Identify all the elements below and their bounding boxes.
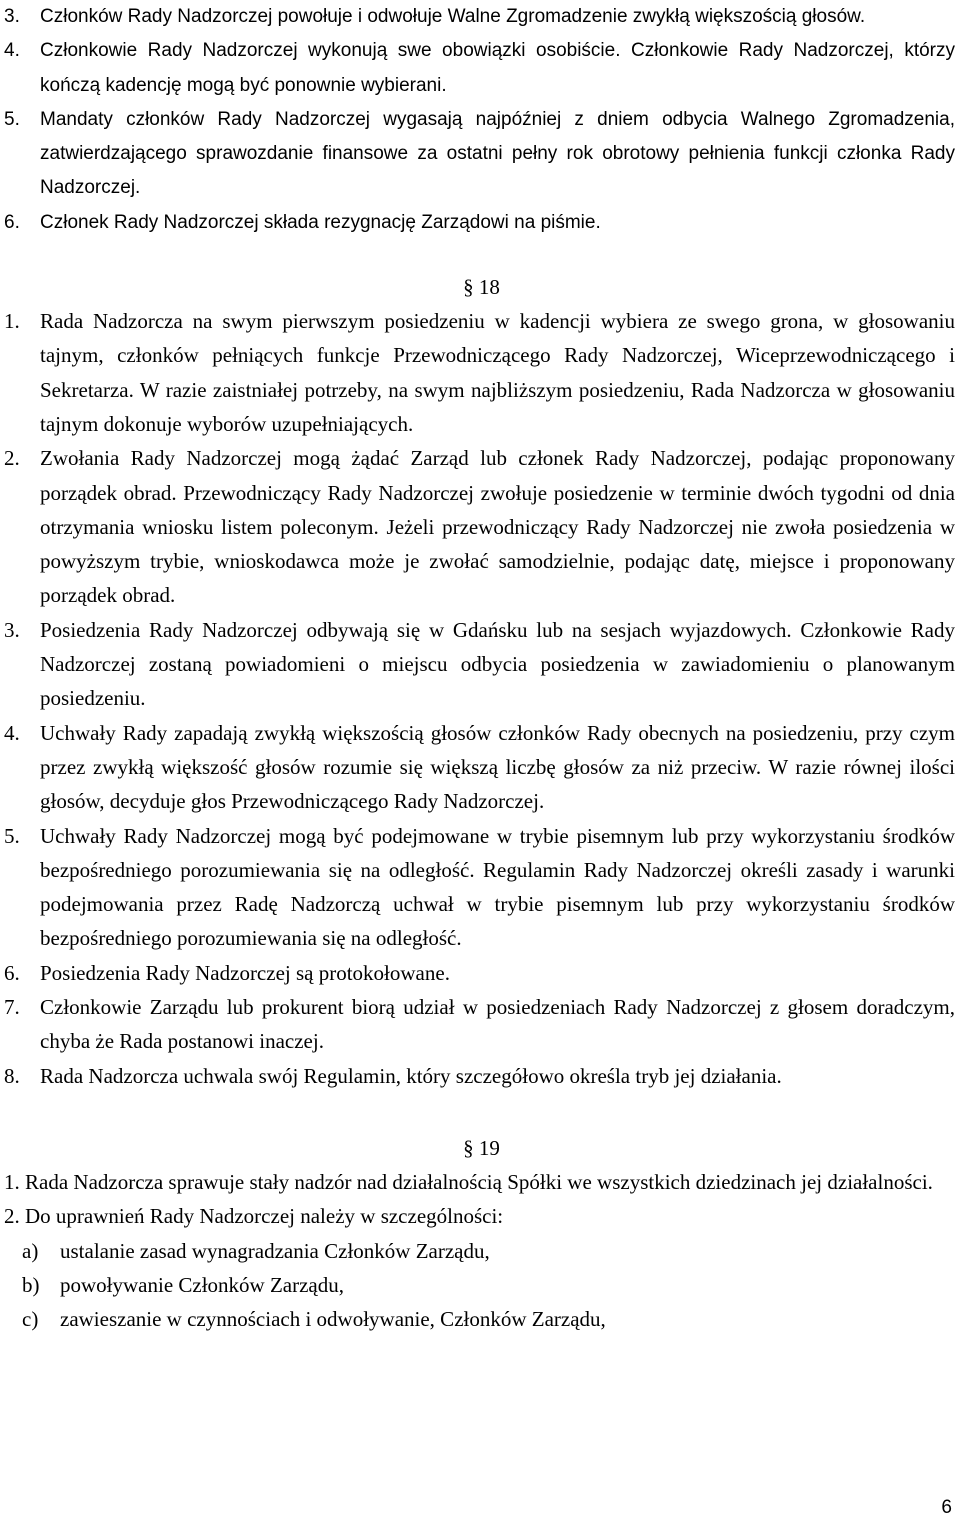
item-text: Członków Rady Nadzorczej powołuje i odwołuje Walne Zgromadzenie zwykłą większością głosów. — [40, 6, 866, 27]
item-number: 8. — [4, 1063, 20, 1088]
sub-list-item — [4, 1268, 955, 1302]
list-item — [4, 103, 955, 206]
item-number: 2. — [4, 446, 20, 471]
item-number: 5. — [4, 108, 20, 130]
sub-item-text: ustalanie zasad wynagradzania Członków Zarządu, — [60, 1238, 490, 1263]
item-text: Rada Nadzorcza uchwala swój Regulamin, który szczegółowo określa tryb jej działania. — [40, 1063, 782, 1088]
list-item — [4, 716, 955, 819]
item-text: Posiedzenia Rady Nadzorczej są protokołowane. — [40, 960, 450, 985]
list-item — [4, 819, 955, 956]
item-number: 7. — [4, 995, 20, 1020]
page-number: 6 — [941, 1497, 952, 1518]
paragraph: 1. Rada Nadzorcza sprawuje stały nadzór nad działalnością Spółki we wszystkich dziedzinach jej działalności. — [4, 1169, 933, 1194]
list-item — [4, 34, 955, 103]
document-content — [4, 0, 955, 1336]
spacer — [4, 240, 955, 270]
item-number: 6. — [4, 960, 20, 985]
item-number: 3. — [4, 6, 20, 27]
sub-item-text: powoływanie Członków Zarządu, — [60, 1272, 345, 1297]
item-text: Uchwały Rady zapadają zwykłą większością głosów członków Rady obecnych na posiedzeniu, przy czym przez zwykłą większość głosów rozumie się większą liczbę głosów za niż przeciw. W razie równej ilości głosów, decyduje głos Przewodniczącego Rady Nadzorczej. — [40, 720, 955, 814]
item-text: Rada Nadzorcza na swym pierwszym posiedzeniu w kadencji wybiera ze swego grona, w głosowaniu tajnym, członków pełniących funkcje Przewodniczącego Rady Nadzorczej, Wiceprzewodniczącego i Sekretarza. W razie zaistniałej potrzeby, na swym najbliższym posiedzeniu, Rada Nadzorcza w głosowaniu tajnym dokonuje wyborów uzupełniających. — [40, 309, 955, 436]
sub-list-item — [4, 1234, 955, 1268]
sub-item-letter: a) — [22, 1238, 39, 1263]
item-text: Posiedzenia Rady Nadzorczej odbywają się w Gdańsku lub na sesjach wyjazdowych. Członkowie Rady Nadzorczej zostaną powiadomieni o miejscu odbycia posiedzenia w zawiadomieniu o planowanym posiedzeniu. — [40, 617, 955, 711]
sub-list-item — [4, 1302, 955, 1336]
list-item — [4, 956, 955, 990]
sub-item-letter: b) — [22, 1272, 40, 1297]
item-number: 4. — [4, 720, 20, 745]
item-number: 6. — [4, 211, 20, 233]
sub-item-text: zawieszanie w czynnościach i odwoływanie, Członków Zarządu, — [60, 1307, 606, 1332]
list-item — [4, 990, 955, 1059]
list-item — [4, 441, 955, 612]
item-number: 3. — [4, 617, 20, 642]
item-text: Członkowie Rady Nadzorczej wykonują swe obowiązki osobiście. Członkowie Rady Nadzorczej, którzy kończą kadencję mogą być ponownie wybierani. — [40, 40, 955, 96]
item-text: Zwołania Rady Nadzorczej mogą żądać Zarząd lub członek Rady Nadzorczej, podając proponowany porządek obrad. Przewodniczący Rady Nadzorczej zwołuje posiedzenie w terminie dwóch tygodni od dnia otrzymania wniosku listem poleconym. Jeżeli przewodniczący Rady Nadzorczej nie zwoła posiedzenia w powyższym trybie, wnioskodawca może je zwołać samodzielnie, podając datę, miejsce i proponowany porządek obrad. — [40, 446, 955, 608]
section-heading-18: § 18 — [463, 275, 500, 300]
paragraph: 2. Do uprawnień Rady Nadzorczej należy w szczególności: — [4, 1204, 504, 1229]
sub-item-letter: c) — [22, 1307, 39, 1332]
section-heading-19: § 19 — [463, 1135, 500, 1160]
list-item — [4, 304, 955, 441]
item-text: Mandaty członków Rady Nadzorczej wygasają najpóźniej z dniem odbycia Walnego Zgromadzenia, zatwierdzającego sprawozdanie finansowe za ostatni pełny rok obrotowy pełnienia funkcji członka Rady Nadzorczej. — [40, 108, 955, 199]
item-number: 1. — [4, 309, 20, 334]
list-item — [4, 206, 955, 240]
item-text: Uchwały Rady Nadzorczej mogą być podejmowane w trybie pisemnym lub przy wykorzystaniu środków bezpośredniego porozumiewania się na odległość. Regulamin Rady Nadzorczej określi zasady i warunki podejmowania przez Radę Nadzorczą uchwał w trybie pisemnym lub przy wykorzystaniu środków bezpośredniego porozumiewania się na odległość. — [40, 823, 955, 951]
list-item — [4, 0, 955, 34]
list-item — [4, 613, 955, 716]
item-number: 4. — [4, 40, 20, 62]
item-text: Członek Rady Nadzorczej składa rezygnację Zarządowi na piśmie. — [40, 211, 601, 233]
spacer — [4, 1093, 955, 1131]
item-number: 5. — [4, 823, 20, 848]
list-item — [4, 1059, 955, 1093]
item-text: Członkowie Zarządu lub prokurent biorą udział w posiedzeniach Rady Nadzorczej z głosem doradczym, chyba że Rada postanowi inaczej. — [40, 995, 955, 1054]
